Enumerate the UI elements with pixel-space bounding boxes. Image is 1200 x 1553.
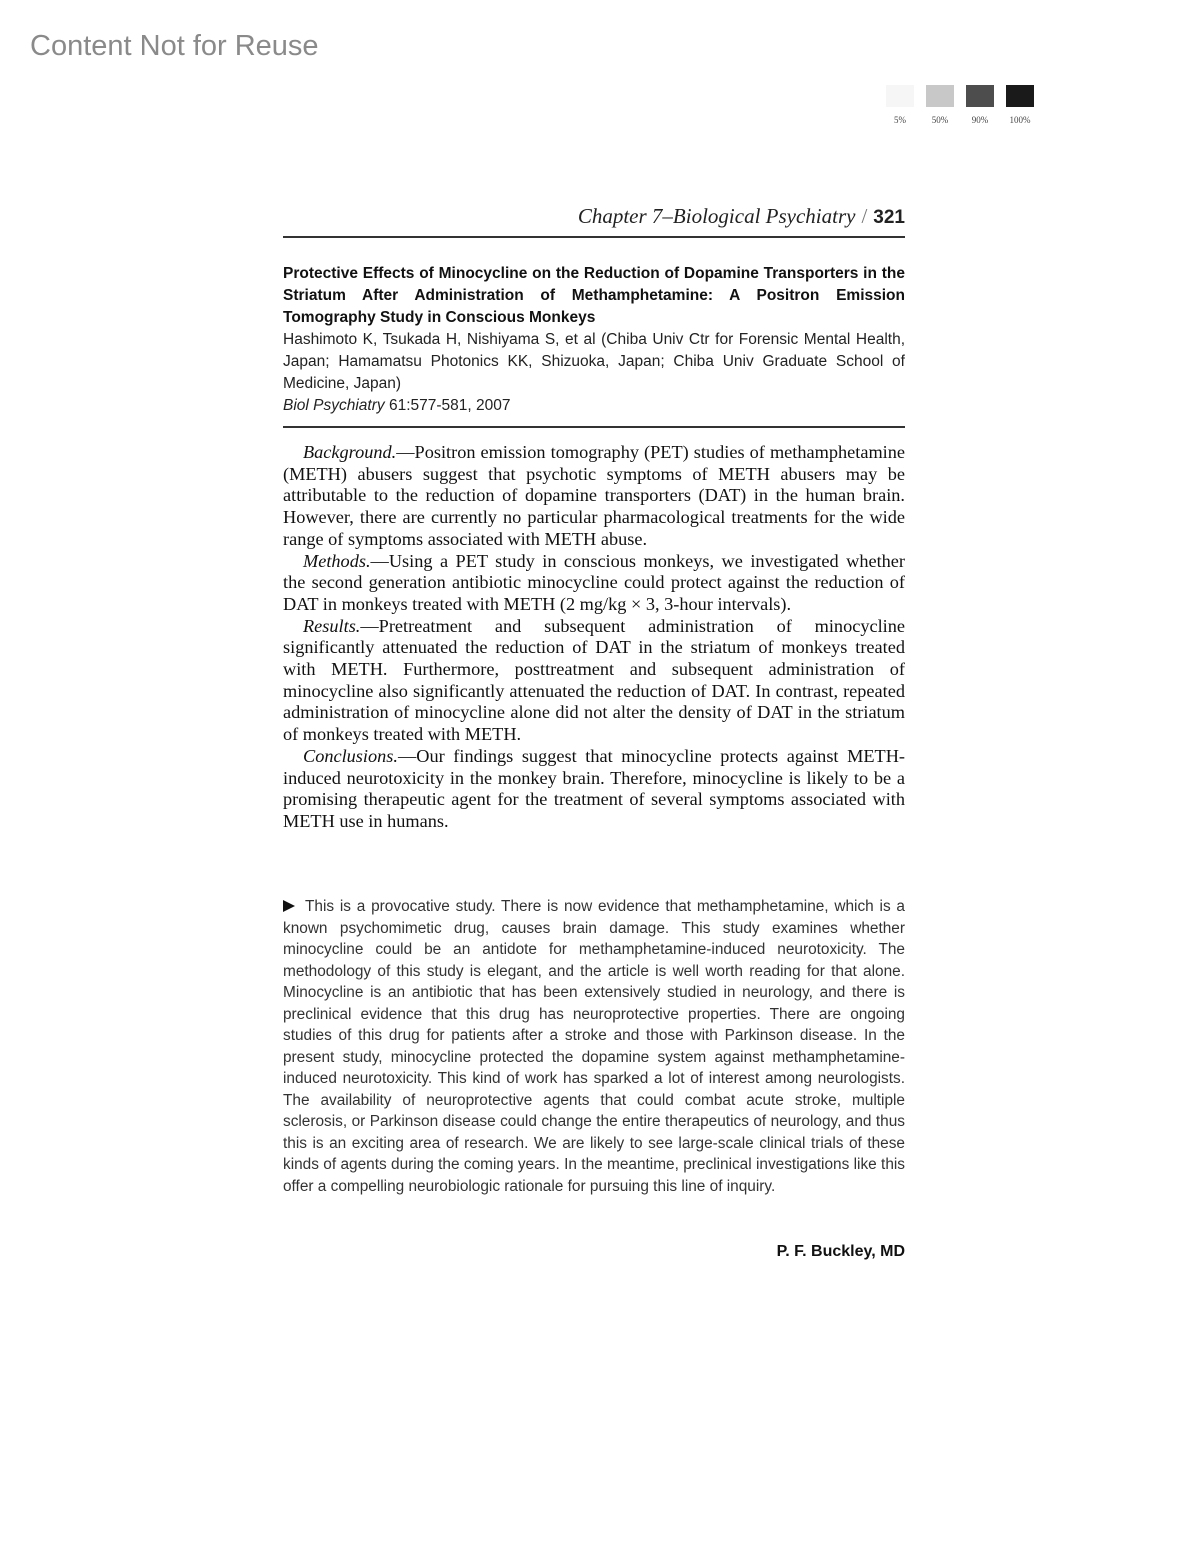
swatch-90 bbox=[966, 85, 994, 107]
citation-rule bbox=[283, 426, 905, 428]
swatch-label-90: 90% bbox=[971, 115, 989, 125]
journal-volume-pages-year: 61:577-581, 2007 bbox=[384, 397, 511, 414]
article-title: Protective Effects of Minocycline on the Reduction of Dopamine Transporters in the Striatum After Administration of Methamphetamine: A Positron Emission Tomography Study in Conscious Monkeys bbox=[283, 265, 905, 326]
swatch-100 bbox=[1006, 85, 1034, 107]
abstract-conclusions bbox=[283, 746, 905, 833]
running-head bbox=[578, 204, 905, 229]
swatch-label-100: 100% bbox=[1009, 115, 1031, 125]
abstract-methods bbox=[283, 551, 905, 616]
conclusions-label: Conclusions. bbox=[303, 745, 398, 766]
journal-name: Biol Psychiatry bbox=[283, 397, 385, 414]
watermark: Content Not for Reuse bbox=[30, 30, 319, 62]
triangle-bullet-icon bbox=[283, 900, 295, 912]
methods-label: Methods. bbox=[303, 550, 371, 571]
abstract bbox=[283, 442, 905, 833]
swatch-label-5: 5% bbox=[894, 115, 906, 125]
abstract-results bbox=[283, 616, 905, 746]
header-rule bbox=[283, 236, 905, 238]
page-number: 321 bbox=[873, 207, 905, 228]
editor-commentary bbox=[283, 896, 905, 1197]
background-label: Background. bbox=[303, 442, 397, 462]
commentary-text: This is a provocative study. There is now evidence that methamphetamine, which is a known psychomimetic drug, causes brain damage. This study examines whether minocycline could be an antidote for methamphetamine-induced neurotoxicity. The methodology of this study is elegant, and the article is well worth reading for that alone. Minocycline is an antibiotic that has been extensively studied in neurology, and there is preclinical evidence that this drug has neuroprotective properties. There are ongoing studies of this drug for patients after a stroke and those with Parkinson disease. In the present study, minocycline protected the dopamine system against methamphetamine-induced neurotoxicity. This kind of work has sparked a lot of interest among neurologists. The availability of neuroprotective agents that could combat acute stroke, multiple sclerosis, or Parkinson disease could change the entire therapeutics of neurology, and thus this is an exciting area of research. We are likely to see large-scale clinical trials of these kinds of agents during the coming years. In the meantime, preclinical investigations like this offer a compelling neurobiologic rationale for pursuing this line of inquiry. bbox=[283, 898, 905, 1195]
background-text: —Positron emission tomography (PET) studies of methamphetamine (METH) abusers suggest that psychotic symptoms of METH abusers may be attributable to the reduction of dopamine transporters (DAT) in the human brain. However, there are currently no particular pharmacological treatments for the wide range of symptoms associated with METH abuse. bbox=[283, 442, 905, 549]
abstract-background bbox=[283, 442, 905, 551]
chapter-title: Chapter 7–Biological Psychiatry bbox=[577, 204, 856, 228]
swatch-label-50: 50% bbox=[931, 115, 949, 125]
results-label: Results. bbox=[303, 615, 361, 636]
conclusions-text: —Our findings suggest that minocycline protects against METH-induced neurotoxicity in the monkey brain. Therefore, minocycline is likely to be a promising therapeutic agent for the treatment of several symptoms associated with METH use in humans. bbox=[283, 745, 905, 831]
article-citation bbox=[283, 395, 905, 417]
running-head-separator: / bbox=[861, 204, 868, 228]
methods-text: —Using a PET study in conscious monkeys, we investigated whether the second generation antibiotic minocycline could protect against the reduction of DAT in monkeys treated with METH (2 mg/kg × 3, 3-hour intervals). bbox=[283, 550, 905, 614]
swatch-5 bbox=[886, 85, 914, 107]
article-header bbox=[283, 263, 905, 417]
commentary-signature: P. F. Buckley, MD bbox=[776, 1243, 905, 1260]
swatch-50 bbox=[926, 85, 954, 107]
article-authors: Hashimoto K, Tsukada H, Nishiyama S, et al (Chiba Univ Ctr for Forensic Mental Health, Japan; Hamamatsu Photonics KK, Shizuoka, Japan; Chiba Univ Graduate School of Medicine, Japan) bbox=[283, 331, 905, 392]
results-text: —Pretreatment and subsequent administration of minocycline significantly attenuated the reduction of DAT in the striatum of monkeys treated with METH. Furthermore, posttreatment and subsequent administration of minocycline also significantly attenuated the reduction of DAT. In contrast, repeated administration of minocycline alone did not alter the density of DAT in the striatum of monkeys treated with METH. bbox=[283, 615, 905, 745]
